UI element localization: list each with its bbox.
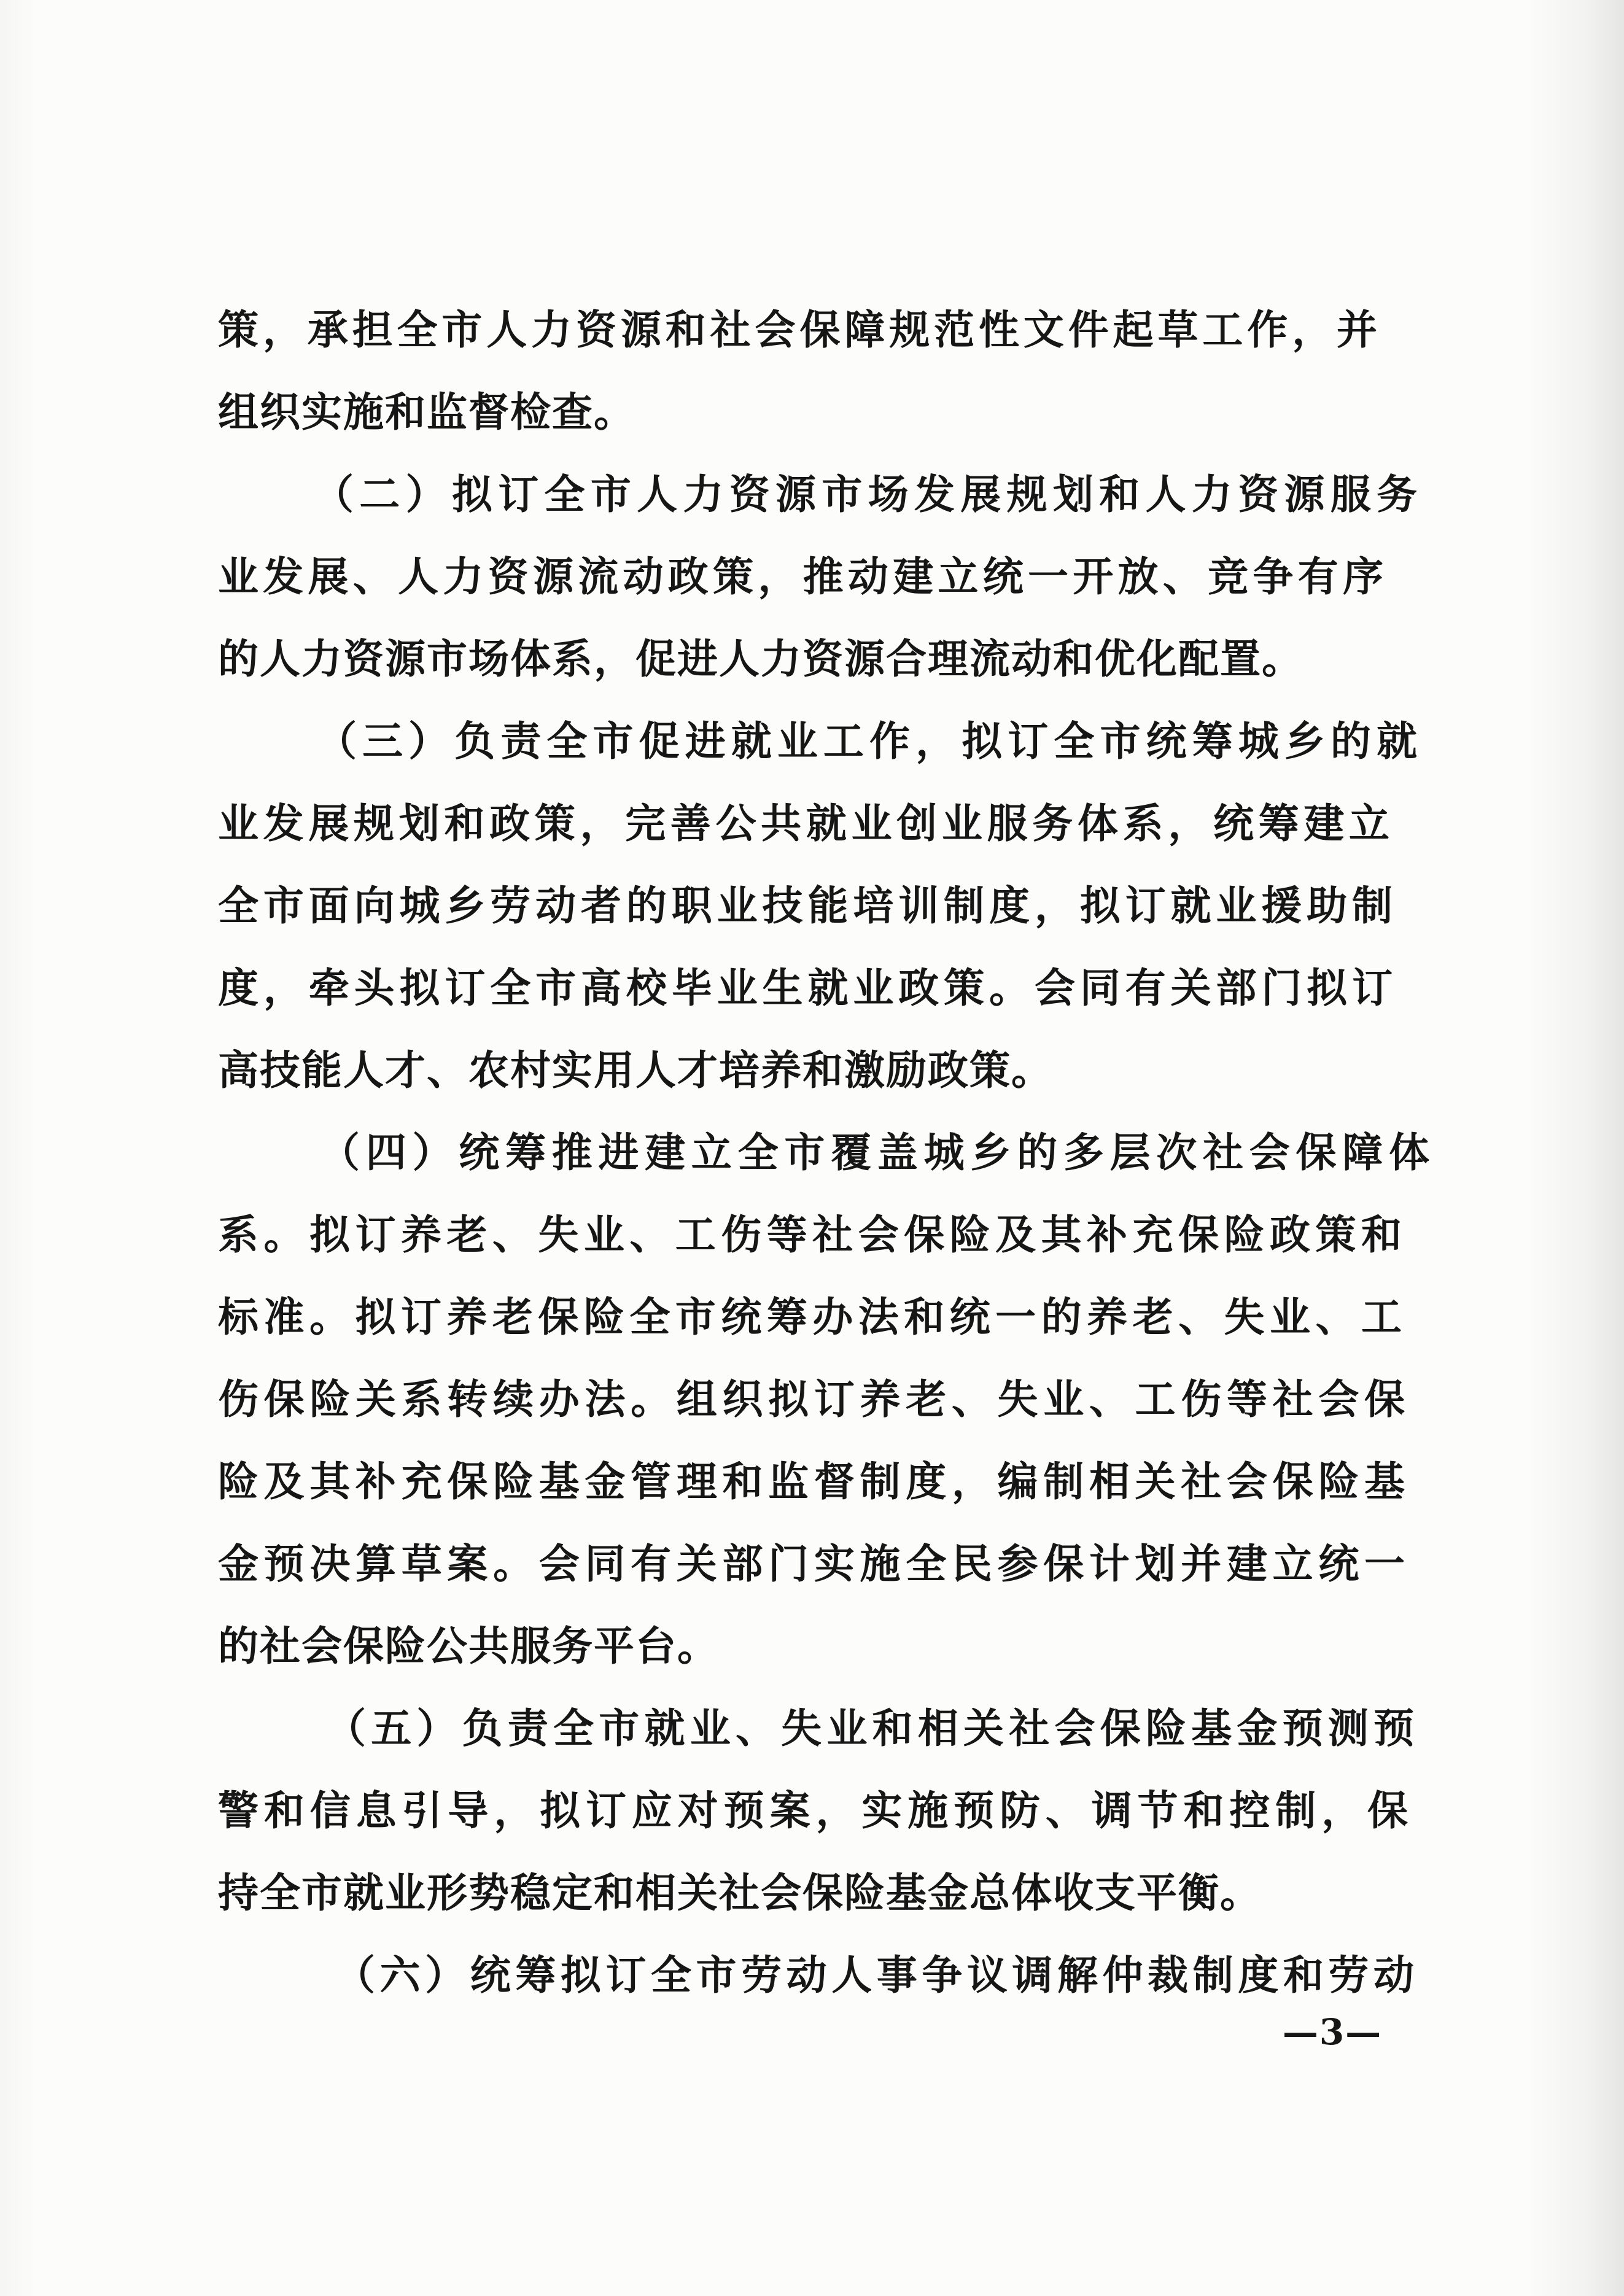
document-body [218, 289, 1431, 2016]
text-line: 业发展、人力资源流动政策，推动建立统一开放、竞争有序 [218, 553, 1385, 600]
text-line: 的社会保险公共服务平台。 [218, 1622, 719, 1670]
text-line: 标准。拟订养老保险全市统筹办法和统一的养老、失业、工 [218, 1293, 1403, 1341]
text-line: 业发展规划和政策，完善公共就业创业服务体系，统筹建立 [218, 799, 1391, 847]
text-line: 全市面向城乡劳动者的职业技能培训制度，拟订就业援助制 [218, 882, 1394, 929]
text-line: 度，牵头拟订全市高校毕业生就业政策。会同有关部门拟订 [218, 964, 1394, 1012]
paragraph-start-line: （三）负责全市促进就业工作，拟订全市统筹城乡的就 [316, 717, 1418, 765]
scan-shadow-left [0, 0, 37, 2296]
paragraph-start-line: （五）负责全市就业、失业和相关社会保险基金预测预 [325, 1704, 1415, 1752]
text-line: 险及其补充保险基金管理和监督制度，编制相关社会保险基 [218, 1457, 1406, 1505]
text-line: 持全市就业形势稳定和相关社会保险基金总体收支平衡。 [218, 1869, 1262, 1917]
paragraph-start-line: （六）统筹拟订全市劳动人事争议调解仲裁制度和劳动 [335, 1951, 1415, 1999]
text-line: 组织实施和监督检查。 [218, 388, 635, 436]
text-line: 伤保险关系转续办法。组织拟订养老、失业、工伤等社会保 [218, 1375, 1406, 1423]
page-number: —3— [1282, 2011, 1383, 2053]
text-line: 高技能人才、农村实用人才培养和激励政策。 [218, 1046, 1053, 1094]
text-line: 系。拟订养老、失业、工伤等社会保险及其补充保险政策和 [218, 1211, 1403, 1259]
text-line: 的人力资源市场体系，促进人力资源合理流动和优化配置。 [218, 635, 1303, 683]
paragraph-start-line: （四）统筹推进建立全市覆盖城乡的多层次社会保障体 [319, 1128, 1431, 1176]
text-line: 策，承担全市人力资源和社会保障规范性文件起草工作，并 [218, 306, 1378, 354]
text-line: 金预决算草案。会同有关部门实施全民参保计划并建立统一 [218, 1540, 1406, 1588]
paragraph-start-line: （二）拟订全市人力资源市场发展规划和人力资源服务 [313, 470, 1418, 518]
scan-shadow-right [1526, 0, 1624, 2296]
text-line: 警和信息引导，拟订应对预案，实施预防、调节和控制，保 [218, 1786, 1409, 1834]
